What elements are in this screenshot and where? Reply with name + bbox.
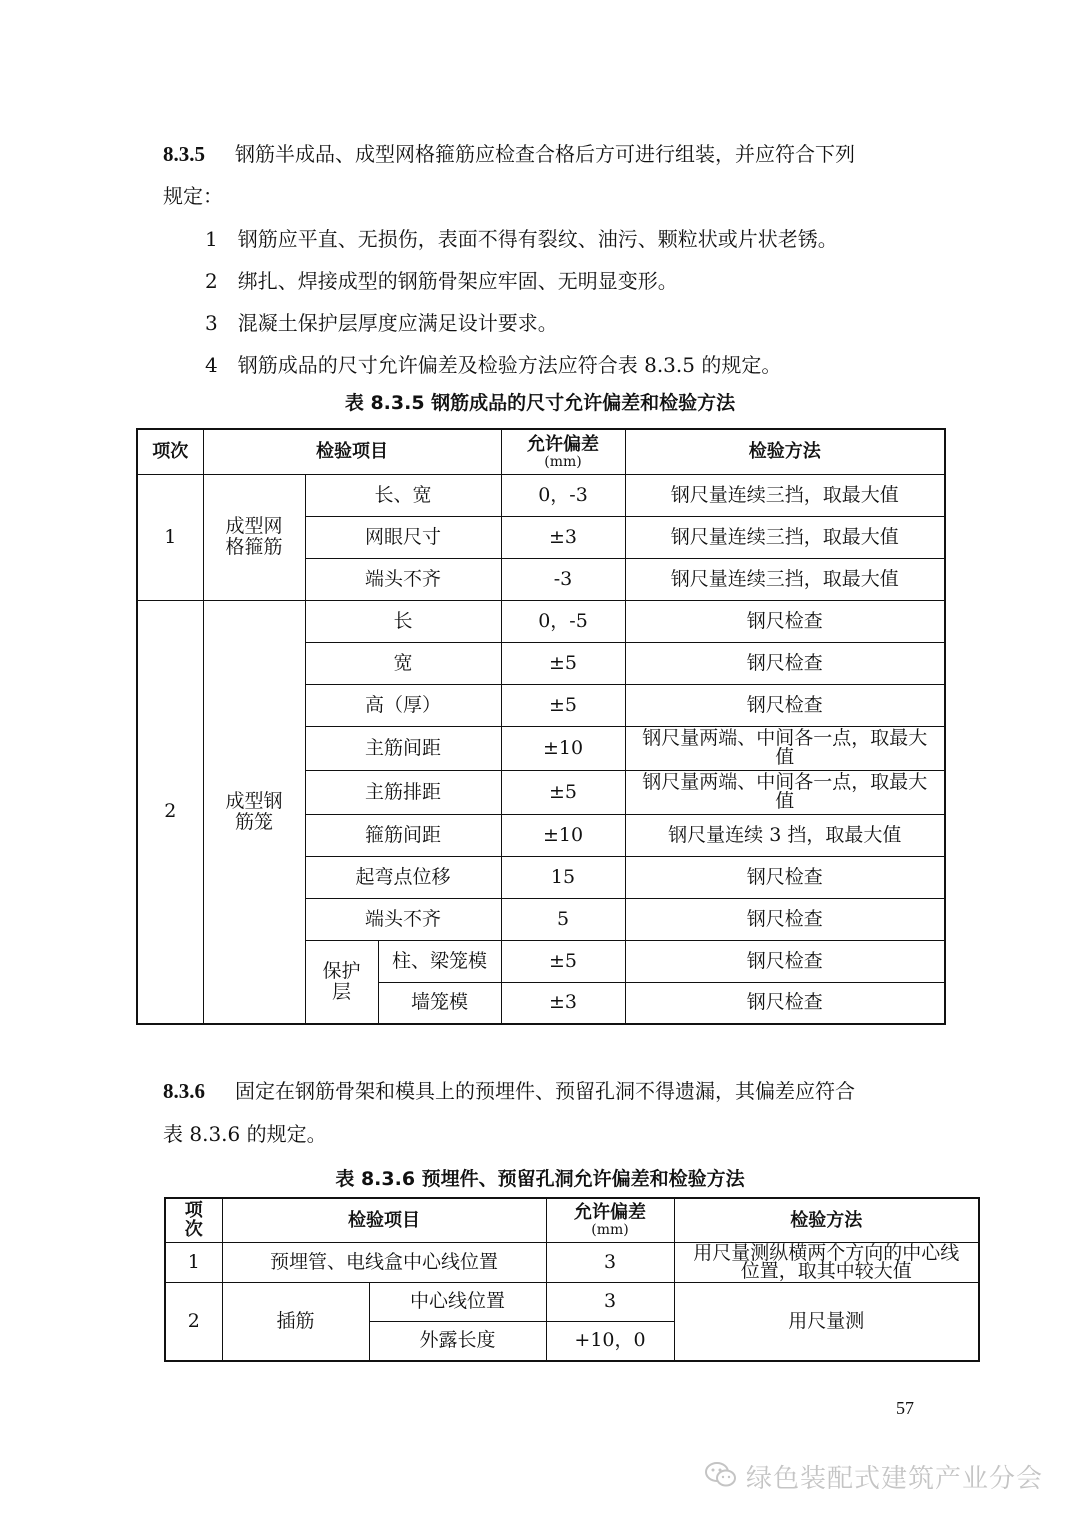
header-method: 检验方法: [674, 1198, 979, 1242]
cell-tolerance: ±5: [501, 642, 625, 684]
header-inspection-item: 检验项目: [222, 1198, 546, 1242]
section-text: 钢筋半成品、成型网格箍筋应检查合格后方可进行组装，并应符合下列: [235, 142, 855, 166]
group-name: 插筋: [222, 1282, 369, 1361]
cell-method: 钢尺检查: [625, 856, 945, 898]
cell-tolerance: ±5: [501, 770, 625, 814]
cell-tolerance: ±10: [501, 814, 625, 856]
table-row: [165, 1282, 979, 1321]
cell-item: 长、宽: [305, 474, 501, 516]
cell-tolerance: 0，-5: [501, 600, 625, 642]
row-number: 2: [165, 1282, 222, 1361]
list-item-number: 1: [205, 227, 218, 251]
header-tolerance-unit: (mm): [591, 1222, 629, 1239]
header-tolerance-label: 允许偏差: [527, 433, 599, 455]
list-item-text: 钢筋成品的尺寸允许偏差及检验方法应符合表 8.3.5 的规定。: [237, 353, 782, 377]
cell-item: 起弯点位移: [305, 856, 501, 898]
cell-item: 端头不齐: [305, 558, 501, 600]
table-836: [164, 1197, 980, 1362]
table-835-caption: 表 8.3.5 钢筋成品的尺寸允许偏差和检验方法: [344, 392, 736, 414]
cell-item: 高（厚）: [305, 684, 501, 726]
header-method: 检验方法: [625, 429, 945, 474]
cell-method: 钢尺检查: [625, 898, 945, 940]
section-836-line2: 表 8.3.6 的规定。: [163, 1122, 327, 1146]
cell-method: 钢尺检查: [625, 982, 945, 1024]
header-tolerance: [501, 429, 625, 474]
table-header-row: [165, 1198, 979, 1242]
cell-method: 钢尺量连续 3 挡，取最大值: [625, 814, 945, 856]
cell-item: 外露长度: [369, 1321, 546, 1361]
cell-item: 宽: [305, 642, 501, 684]
row-number: 1: [165, 1242, 222, 1282]
section-text: 固定在钢筋骨架和模具上的预埋件、预留孔洞不得遗漏，其偏差应符合: [235, 1079, 855, 1103]
section-835-line1: [163, 141, 855, 167]
wechat-icon: [704, 1460, 738, 1494]
header-tolerance: [546, 1198, 674, 1242]
cell-method: 钢尺检查: [625, 642, 945, 684]
list-item: [205, 310, 558, 336]
cell-method: 钢尺量两端、中间各一点，取最大值: [625, 726, 945, 770]
list-item-number: 2: [205, 269, 218, 293]
cell-method: 用尺量测纵横两个方向的中心线位置，取其中较大值: [674, 1242, 979, 1282]
page-number: 57: [896, 1398, 914, 1418]
cell-method: 钢尺量连续三挡，取最大值: [625, 516, 945, 558]
cell-method: 钢尺量两端、中间各一点，取最大值: [625, 770, 945, 814]
list-item-text: 绑扎、焊接成型的钢筋骨架应牢固、无明显变形。: [237, 269, 678, 293]
cell-tolerance: 3: [546, 1242, 674, 1282]
cell-tolerance: 15: [501, 856, 625, 898]
section-836-line1: [163, 1078, 855, 1104]
cell-item: 主筋排距: [305, 770, 501, 814]
cell-item: 柱、梁笼模: [378, 940, 501, 982]
cell-item: 中心线位置: [369, 1282, 546, 1321]
cell-tolerance: -3: [501, 558, 625, 600]
cell-tolerance: 5: [501, 898, 625, 940]
cover-label: 保护层: [305, 940, 378, 1024]
table-header-row: [137, 429, 945, 474]
table-835: [136, 428, 946, 1025]
list-item-text: 混凝土保护层厚度应满足设计要求。: [237, 311, 558, 335]
cell-tolerance: ±3: [501, 516, 625, 558]
cell-item: 端头不齐: [305, 898, 501, 940]
cell-tolerance: 3: [546, 1282, 674, 1321]
section-835-line2: 规定：: [163, 184, 223, 208]
cell-item: 长: [305, 600, 501, 642]
cell-item: 箍筋间距: [305, 814, 501, 856]
cell-method: 钢尺检查: [625, 940, 945, 982]
table-row: [137, 600, 945, 642]
header-item-no: 项次: [165, 1198, 222, 1242]
cell-method: 钢尺检查: [625, 684, 945, 726]
group-name: 成型网格箍筋: [203, 474, 305, 600]
group-name: 成型钢筋笼: [203, 600, 305, 1024]
section-number: 8.3.5: [163, 142, 205, 166]
cell-item: 墙笼模: [378, 982, 501, 1024]
section-number: 8.3.6: [163, 1079, 205, 1103]
cell-item: 主筋间距: [305, 726, 501, 770]
header-tolerance-unit: (mm): [544, 453, 582, 470]
list-item-text: 钢筋应平直、无损伤，表面不得有裂纹、油污、颗粒状或片状老锈。: [237, 227, 838, 251]
table-row: [165, 1242, 979, 1282]
watermark: [704, 1458, 1043, 1495]
header-tolerance-label: 允许偏差: [574, 1202, 646, 1224]
cell-tolerance: 0，-3: [501, 474, 625, 516]
cell-tolerance: ±3: [501, 982, 625, 1024]
header-inspection-item: 检验项目: [203, 429, 501, 474]
list-item-number: 3: [205, 311, 218, 335]
list-item: [205, 226, 838, 252]
cell-tolerance: ±5: [501, 940, 625, 982]
cell-item: 预埋管、电线盒中心线位置: [222, 1242, 546, 1282]
row-number: 1: [137, 474, 203, 600]
cell-tolerance: ±10: [501, 726, 625, 770]
cell-tolerance: +10，0: [546, 1321, 674, 1361]
cell-method: 钢尺量连续三挡，取最大值: [625, 474, 945, 516]
row-number: 2: [137, 600, 203, 1024]
header-item-no: 项次: [137, 429, 203, 474]
table-836-caption: 表 8.3.6 预埋件、预留孔洞允许偏差和检验方法: [335, 1168, 745, 1190]
cell-method: 钢尺检查: [625, 600, 945, 642]
table-row: [137, 474, 945, 516]
list-item-number: 4: [205, 353, 218, 377]
watermark-text: 绿色装配式建筑产业分会: [746, 1464, 1044, 1494]
list-item: [205, 268, 678, 294]
cell-item: 网眼尺寸: [305, 516, 501, 558]
cell-tolerance: ±5: [501, 684, 625, 726]
list-item: [205, 352, 781, 378]
cell-method: 钢尺量连续三挡，取最大值: [625, 558, 945, 600]
cell-method: 用尺量测: [674, 1282, 979, 1361]
